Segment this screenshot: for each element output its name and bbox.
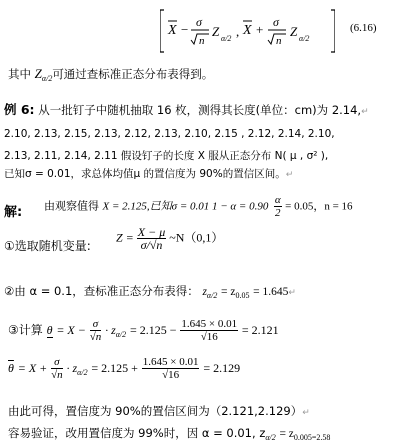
equation-number: (6.16) <box>350 22 377 34</box>
xbar-left: X <box>168 23 177 38</box>
step1-label: ①选取随机变量: <box>4 239 91 253</box>
svg-text:n: n <box>276 35 282 47</box>
example-line-3: 2.13, 2.11, 2.14, 2.11 假设钉子的长度 X 服从正态分布 N( μ , σ² ), <box>4 150 329 162</box>
svg-text:+: + <box>256 22 264 37</box>
step2-line: ②由 α = 0.1，查标准正态分布表得： $z_{\alpha/2} = z_{0.05}$ = 1.645↵ <box>4 284 296 300</box>
example-line-4: 已知σ = 0.01，求总体均值μ 的置信度为 90%的置信区间。↵ <box>4 168 294 180</box>
svg-text:σ: σ <box>273 15 279 29</box>
example-line-2: 2.10, 2.13, 2.15, 2.13, 2.12, 2.13, 2.10, 2.15 , 2.12, 2.14, 2.10, <box>4 128 335 140</box>
note-line: 其中 $Z_{\alpha/2}$可通过查标准正态分布表得到。 <box>8 66 214 83</box>
step4-line: $\overline{\theta} = X$ + $\frac{\sigma}{√n}$ · $z_{\alpha/2} = 2.125$ + $\frac{1.645 \times 0.01}{√16}$ = 2.129 <box>8 356 241 381</box>
xbar-right: X <box>243 23 252 38</box>
svg-text:α/2: α/2 <box>299 34 310 43</box>
ci-formula <box>160 6 335 56</box>
last-line: 容易验证，改用置信度为 99%时，因 α = 0.01, $z_{\alpha/2} = z_{0.005=2.58}$ <box>8 426 331 442</box>
example-label: 例 6: <box>4 102 35 117</box>
step3-line: ③计算 θ = X − $\frac{\sigma}{√n}$ · $z_{\alpha/2} = 2.125$ − $\frac{1.645 \times 0.01}{√16}$ = 2.121 <box>8 318 279 343</box>
solution-line-1: 由观察值得 X = 2.125,已知σ = 0.01 1 − α = 0.90 $\frac{\alpha}{2}$ = 0.05，n = 16 <box>44 194 353 219</box>
svg-text:n: n <box>199 35 205 47</box>
svg-text:Z: Z <box>290 24 298 39</box>
svg-text:,: , <box>236 24 240 39</box>
svg-text:σ: σ <box>196 15 202 29</box>
ci-formula-svg <box>160 6 335 56</box>
return-mark: ↵ <box>361 107 369 117</box>
svg-text:α/2: α/2 <box>221 34 232 43</box>
svg-text:Z: Z <box>212 24 220 39</box>
solution-label: 解: <box>4 205 23 220</box>
step1-formula: Z = $\frac{X - \mu}{\sigma/√n}$ ~N（0,1） <box>116 225 224 252</box>
example-line-1: 例 6: 从一批钉子中随机抽取 16 枚，测得其长度(单位：cm)为 2.14,↵ <box>4 102 369 117</box>
conclusion-line: 由此可得，置信度为 90%的置信区间为（2.121,2.129）↵ <box>8 404 310 418</box>
svg-text:−: − <box>181 22 189 37</box>
